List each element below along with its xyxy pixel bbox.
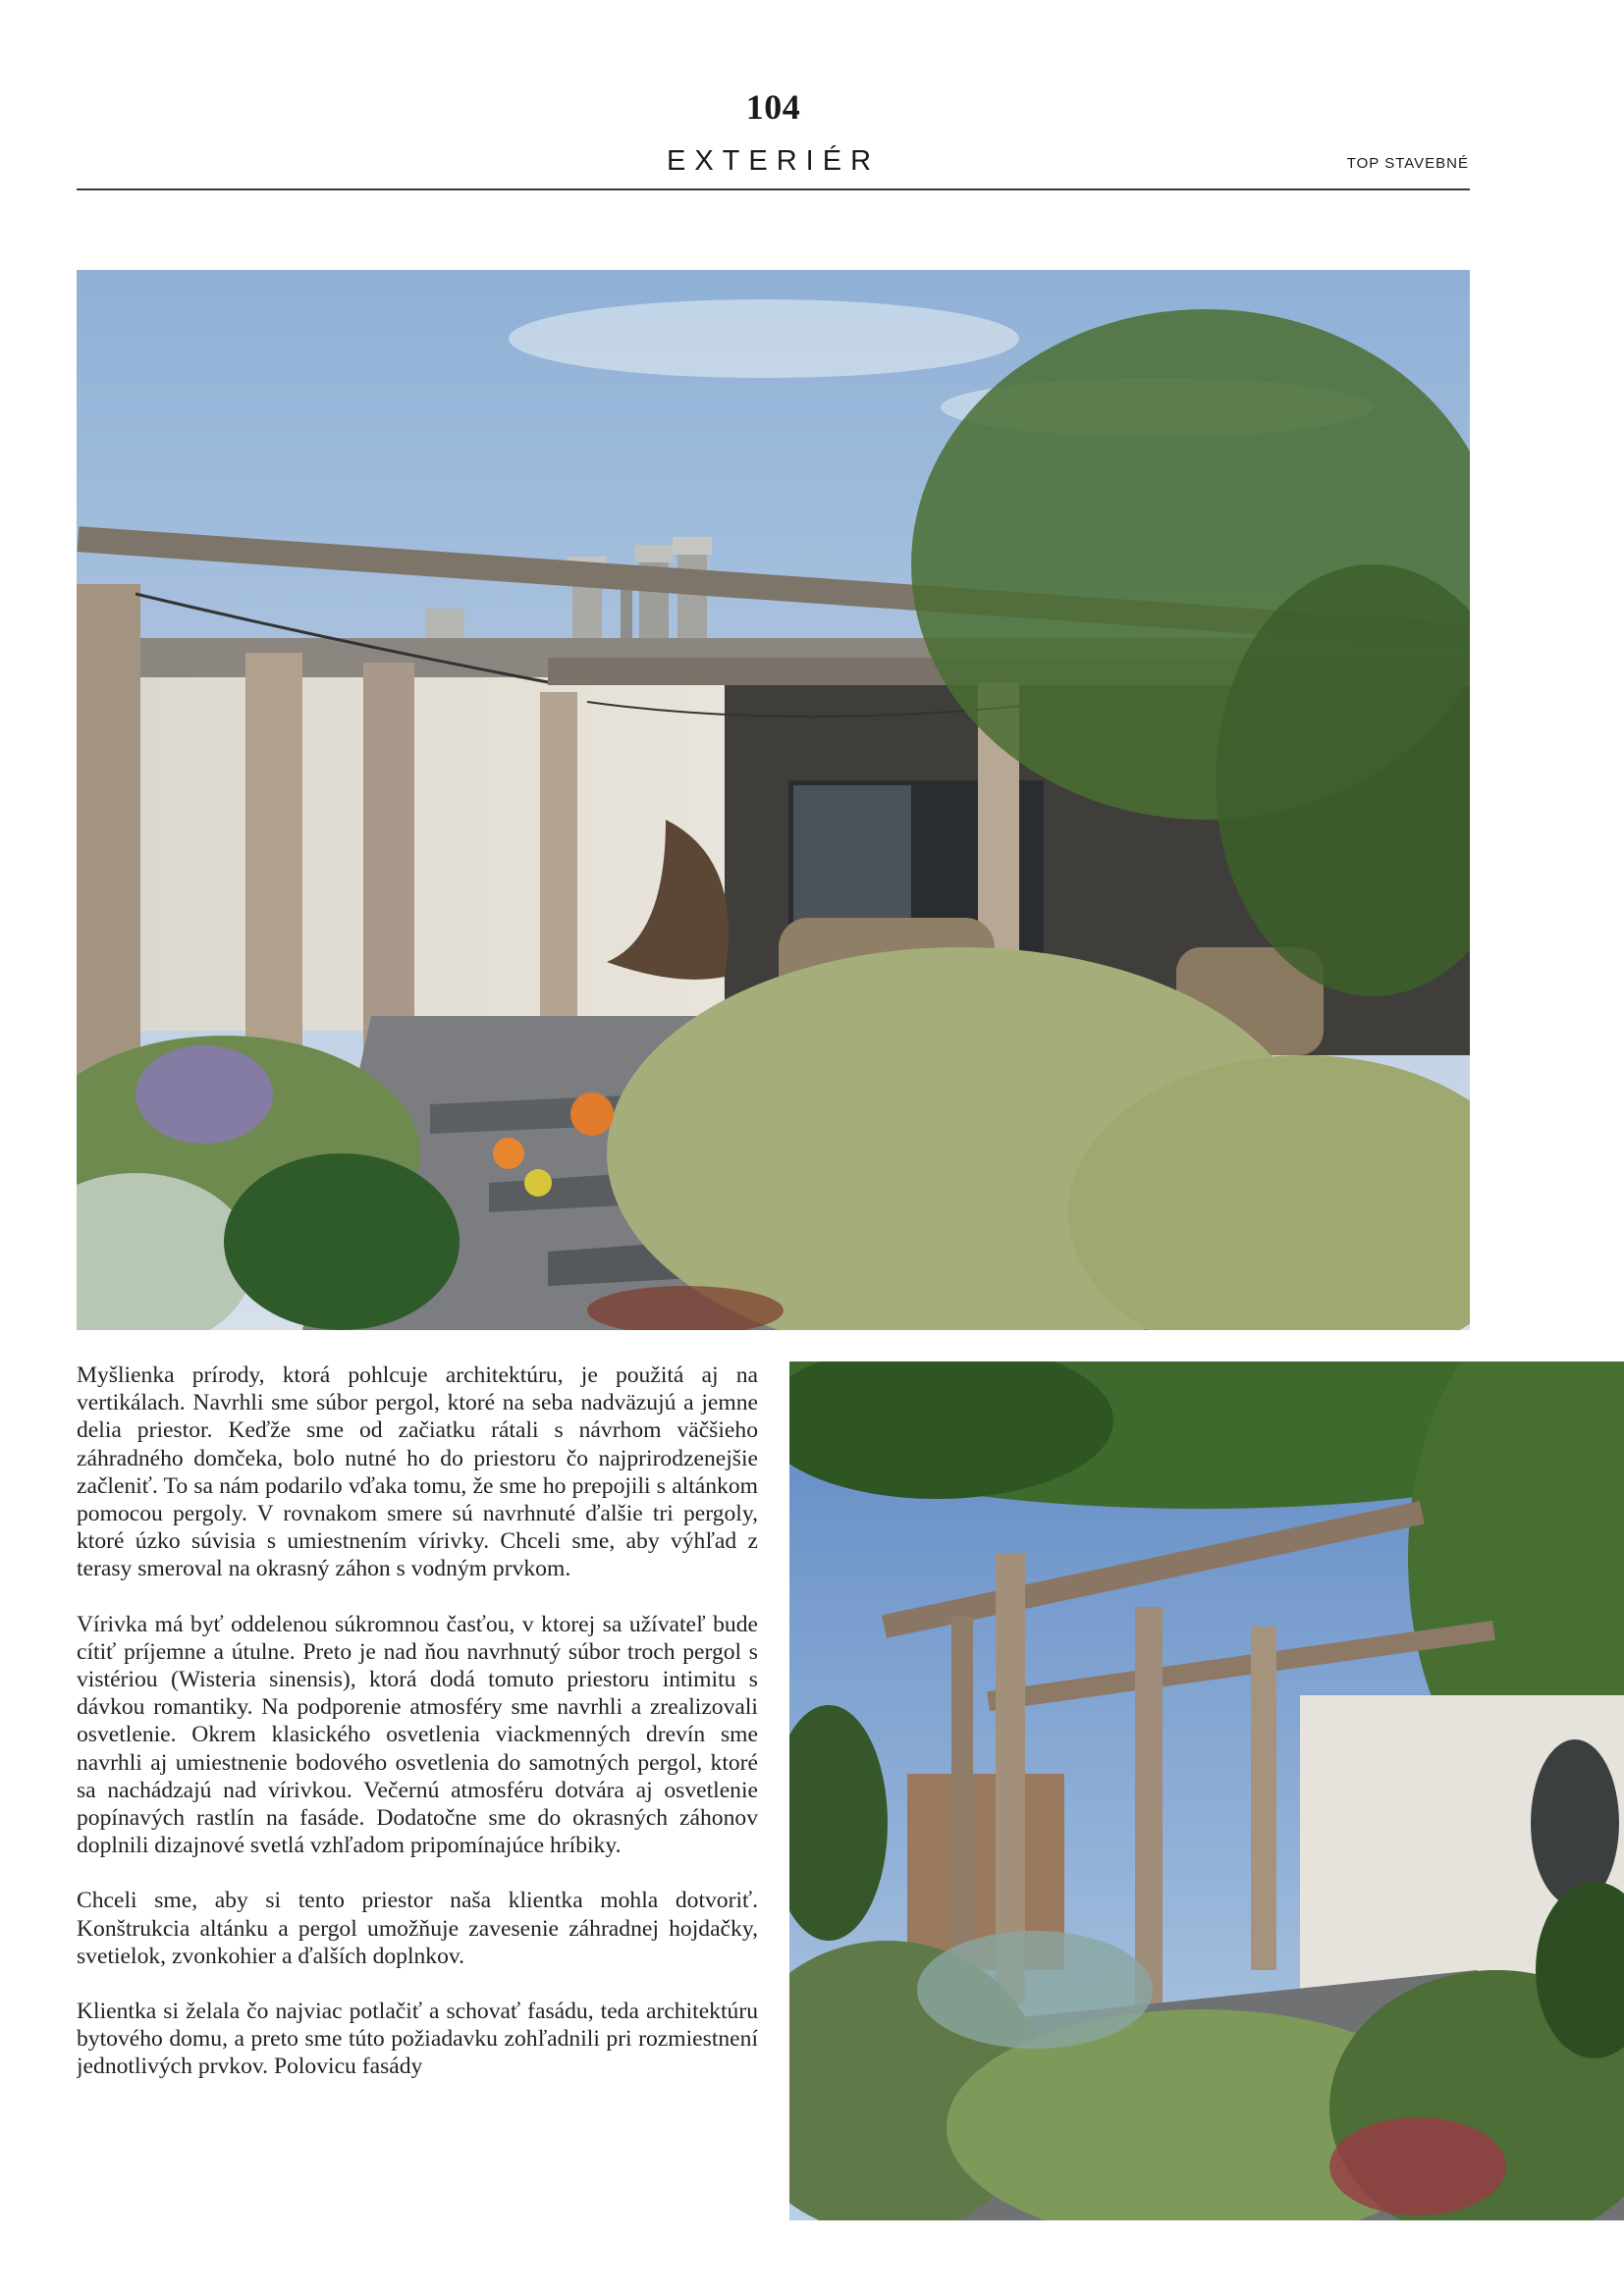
- article-paragraph: Chceli sme, aby si tento priestor naša klientka mohla dotvoriť. Konštrukcia altánku a pergol umožňuje zavesenie záhradnej hojdačky, svetielok, zvonkohier a ďalších doplnkov.: [77, 1888, 758, 1969]
- header-divider: [77, 188, 1470, 190]
- photo-pergolas-garden: [789, 1362, 1624, 2220]
- article-paragraph: Vírivka má byť oddelenou súkromnou časťou, v ktorej sa užívateľ bude cítiť príjemne a útulne. Preto je nad ňou navrhnutý súbor troch pergol s vistériou (Wisteria sinensis), ktorá dodá tomuto priestoru intimitu s dávkou romantiky. Na podporenie atmosféry sme navrhli a zrealizovali osvetlenie. Okrem klasického osvetlenia viackmenných drevín sme navrhli aj umiestnenie bodového osvetlenia do samotných pergol, ktoré sa nachádzajú nad vírivkou. Večernú atmosféru dotvára aj osvetlenie popínavých rastlín na fasáde. Dodatočne sme do okrasných záhonov doplnili dizajnové svetlá vzhľadom pripomínajúce hríbiky.: [77, 1611, 758, 1859]
- article-paragraph: Myšlienka prírody, ktorá pohlcuje architektúru, je použitá aj na vertikálach. Navrhli sme súbor pergol, ktoré na seba nadväzujú a jemne delia priestor. Keďže sme od začiatku rátali s návrhom väčšieho záhradného domčeka, bolo nutné ho do priestoru čo najprirodzenejšie začleniť. To sa nám podarilo vďaka tomu, že sme ho prepojili s altánkom pomocou pergoly. V rovnakom smere sú navrhnuté ďalšie tri pergoly, ktoré úzko súvisia s umiestnením vírivky. Chceli sme, aby výhľad z terasy smeroval na okrasný záhon s vodným prvkom.: [77, 1362, 758, 1582]
- article-paragraph: Klientka si želala čo najviac potlačiť a schovať fasádu, teda architektúru bytového domu, a preto sme túto požiadavku zohľadnili pri rozmiestnení jednotlivých prvkov. Polovicu fasády: [77, 1999, 758, 2080]
- section-title: EXTERIÉR: [666, 145, 881, 177]
- magazine-name: TOP STAVEBNÉ: [1346, 155, 1469, 172]
- photo-rooftop-garden-pergolas: [77, 270, 1470, 1330]
- article-body: [77, 1362, 758, 2225]
- page-number: 104: [745, 87, 801, 127]
